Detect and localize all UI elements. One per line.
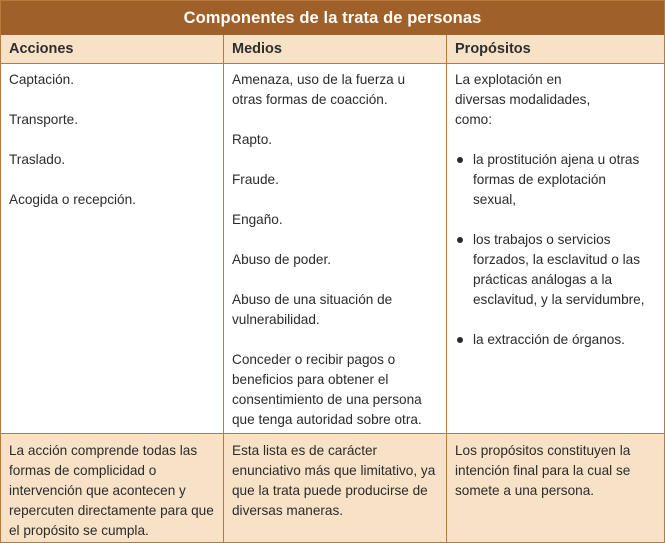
table-title: Componentes de la trata de personas	[1, 1, 664, 35]
footer-propositos: Los propósitos constituyen la intención final para la cual se somete a una persona.	[446, 433, 664, 542]
propositos-cell	[446, 64, 664, 433]
medio-item: Amenaza, uso de la fuerza u otras formas de coacción.	[232, 72, 406, 107]
medios-cell	[223, 64, 446, 433]
list-item	[455, 330, 650, 350]
list-item	[455, 230, 650, 310]
accion-item: Acogida o recepción.	[9, 192, 136, 207]
bullet-dot-icon	[457, 237, 463, 243]
header-acciones: Acciones	[1, 35, 223, 64]
medio-item: Fraude.	[232, 172, 279, 187]
list-item	[455, 150, 650, 210]
header-medios: Medios	[223, 35, 446, 64]
bullet-text: la prostitución ajena u otras formas de explotación sexual,	[473, 152, 640, 207]
bullet-text: la extracción de órganos.	[473, 332, 625, 347]
medio-item: Abuso de una situación de vulnerabilidad.	[232, 292, 393, 327]
accion-item: Transporte.	[9, 112, 79, 127]
footer-acciones: La acción comprende todas las formas de complicidad o intervención que acontecen y repercuten directamente para que el propósito se cumpla.	[1, 433, 223, 542]
accion-item: Traslado.	[9, 152, 66, 167]
propositos-list	[455, 150, 650, 350]
accion-item: Captación.	[9, 72, 74, 87]
medio-item: Abuso de poder.	[232, 252, 332, 267]
acciones-cell	[1, 64, 223, 433]
propositos-intro: La explotación en diversas modalidades, como:	[455, 72, 591, 127]
header-propositos: Propósitos	[446, 35, 664, 64]
bullet-dot-icon	[457, 157, 463, 163]
bullet-dot-icon	[457, 337, 463, 343]
bullet-text: los trabajos o servicios forzados, la esclavitud o las prácticas análogas a la esclavitud, y la servidumbre,	[473, 232, 645, 307]
medio-item: Rapto.	[232, 132, 273, 147]
medio-item: Engaño.	[232, 212, 283, 227]
medio-item: Conceder o recibir pagos o beneficios para obtener el consentimiento de una persona que tenga autoridad sobre otra.	[232, 352, 422, 427]
table-grid	[1, 35, 664, 542]
footer-medios: Esta lista es de carácter enunciativo más que limitativo, ya que la trata puede producirse de diversas maneras.	[223, 433, 446, 542]
